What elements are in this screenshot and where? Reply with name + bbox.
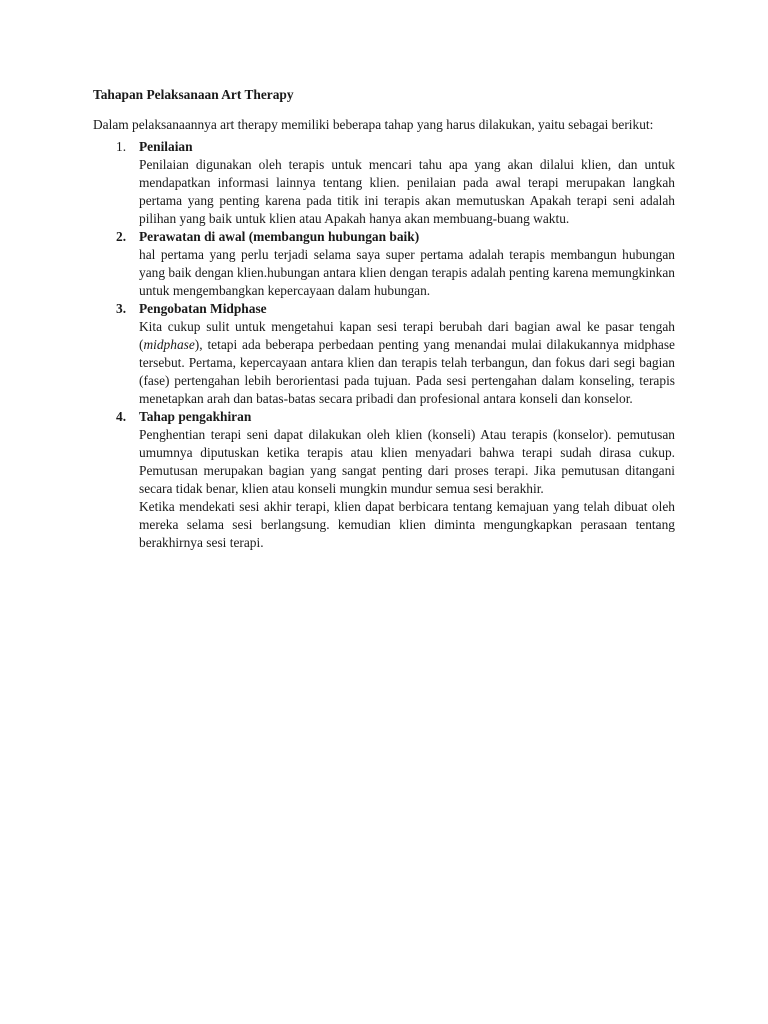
document-title: Tahapan Pelaksanaan Art Therapy bbox=[93, 87, 294, 102]
step-body: Penghentian terapi seni dapat dilakukan oleh klien (konseli) Atau terapis (konselor). pemutusan umumnya diputuskan ketika terapis atau klien menyadari bahwa terapi sudah dirasa cukup. Pemutusan merupakan bagian yang sangat penting dari proses terapi. Jika pemutusan ditangani secara tidak benar, klien atau konseli mungkin mundur semua sesi berakhir. bbox=[139, 427, 675, 496]
step-body-italic: midphase bbox=[143, 337, 195, 352]
list-item bbox=[93, 408, 675, 552]
list-item bbox=[93, 228, 675, 300]
step-body-text: ), tetapi ada beberapa perbedaan penting yang menandai mulai dilakukannya midphase tersebut. Pertama, kepercayaan antara klien dan terapis telah terbangun, dan fokus dari segi bagian (fase) pertengahan lebih berorientasi pada tujuan. Pada sesi pertengahan dalam konseling, terapis menetapkan arah dan batas-batas secara pribadi dan profesional antara konseli dan konselor. bbox=[139, 337, 675, 406]
step-heading: Perawatan di awal (membangun hubungan baik) bbox=[139, 229, 420, 244]
list-number: 3. bbox=[116, 301, 127, 316]
list-number: 1. bbox=[116, 139, 127, 154]
list-item bbox=[93, 300, 675, 408]
step-body: hal pertama yang perlu terjadi selama saya super pertama adalah terapis membangun hubungan yang baik dengan klien.hubungan antara klien dengan terapis adalah penting karena memungkinkan untuk mengembangkan kepercayaan dalam hubungan. bbox=[139, 247, 675, 298]
step-body bbox=[139, 318, 675, 408]
step-heading: Pengobatan Midphase bbox=[139, 301, 267, 316]
steps-list bbox=[93, 138, 675, 552]
list-item bbox=[93, 138, 675, 228]
intro-paragraph: Dalam pelaksanaannya art therapy memiliki beberapa tahap yang harus dilakukan, yaitu sebagai berikut: bbox=[93, 117, 654, 132]
step-body-continued: Ketika mendekati sesi akhir terapi, klien dapat berbicara tentang kemajuan yang telah dibuat oleh mereka selama sesi berlangsung. kemudian klien diminta mengungkapkan perasaan tentang berakhirnya sesi terapi. bbox=[139, 499, 675, 550]
list-number: 2. bbox=[116, 229, 127, 244]
document-page bbox=[93, 86, 675, 552]
step-heading: Tahap pengakhiran bbox=[139, 409, 252, 424]
step-body-text: Kita cukup sulit untuk mengetahui kapan sesi terapi berubah dari bagian awal ke pasar tengah ( bbox=[139, 319, 675, 352]
step-heading: Penilaian bbox=[139, 139, 193, 154]
step-body: Penilaian digunakan oleh terapis untuk mencari tahu apa yang akan dilalui klien, dan untuk mendapatkan informasi lainnya tentang klien. penilaian pada awal terapi merupakan langkah pertama yang penting karena pada titik ini terapis akan memutuskan Apakah terapi seni adalah pilihan yang baik untuk klien atau Apakah hanya akan membuang-buang waktu. bbox=[139, 157, 675, 226]
list-number: 4. bbox=[116, 409, 127, 424]
